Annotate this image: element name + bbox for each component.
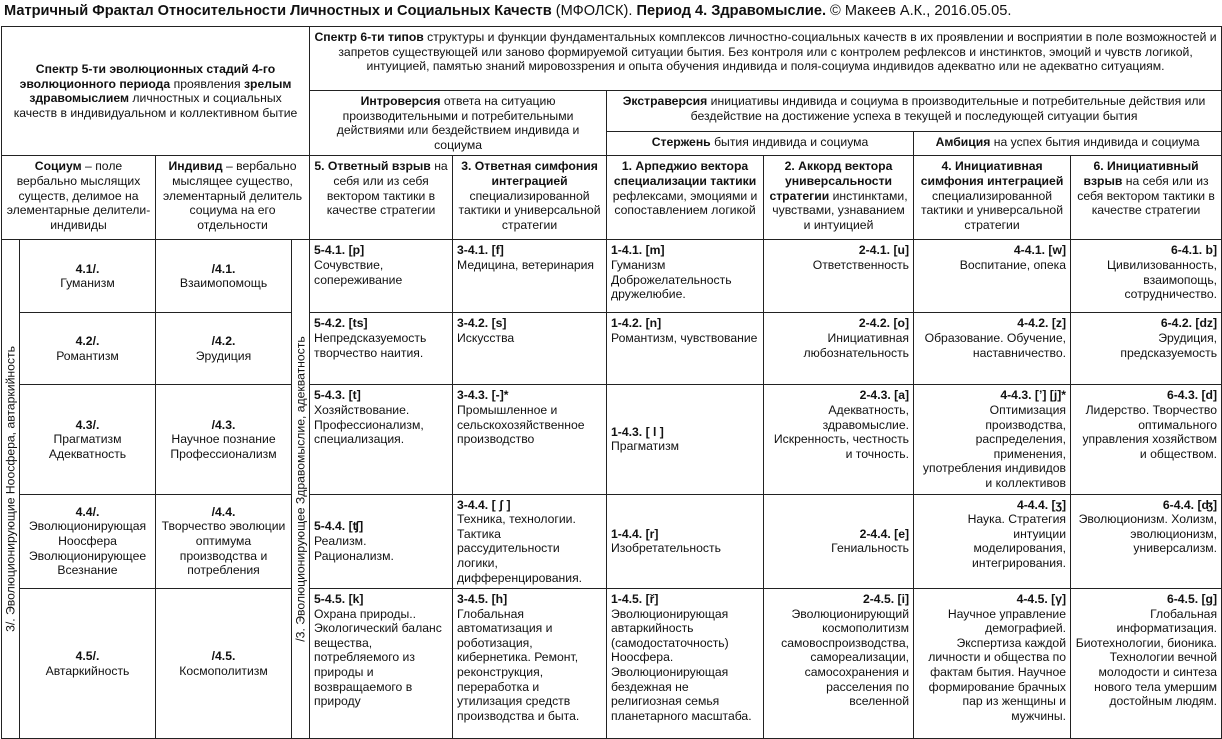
individ-cell: /4.3. Научное познание Профессионализм [156, 385, 292, 494]
table-row [2, 240, 1222, 313]
type4-cell: 4-4.4. [ʒ] Наука. Стратегия интуиции моделирования, интегрирования. [914, 494, 1071, 589]
type3-cell: 3-4.5. [h] Глобальная автоматизация и роботизация, кибернетика. Ремонт, реконструкция, переработка и утилизация средств производства и быта. [453, 589, 607, 739]
individ-cell: /4.1. Взаимопомощь [156, 240, 292, 313]
extraversion-header: Экстраверсия инициативы индивида и социума в производительные и потребительные действия или бездействие на достижение успеха в текущей и последующей ситуации бытия [607, 91, 1222, 132]
type6-header: 6. Инициативный взрыв на себя или из себя вектором тактики в качестве стратегии [1071, 156, 1222, 240]
spectrum6-header: Спектр 6-ти типов структуры и функции фундаментальных комплексов личностно-социальных качеств в их проявлении и восприятии в поле возможностей и запретов существующей или заново формируемой ситуации бытия. Без контроля или с контролем рефлексов и инстинктов, эмоций и чувств логикой, интуицией, памятью знаний мировоззрения и опыта обучения индивида и поля-социума индивидов адекватно или не адекватно ситуациям. [310, 27, 1222, 91]
socium-cell: 4.2/. Романтизм [20, 313, 156, 385]
side-label-left: 3/. Эволюционирующие Ноосфера, автаркийность [2, 240, 20, 739]
type6-cell: 6-4.3. [d] Лидерство. Творчество оптимального управления хозяйством и обществом. [1071, 385, 1222, 494]
type6-cell: 6-4.4. [ʤ] Эволюционизм. Холизм, эволюционизм, универсализм. [1071, 494, 1222, 589]
page-title [4, 0, 1220, 26]
type1-cell: 1-4.1. [m] Гуманизм Доброжелательность дружелюбие. [607, 240, 764, 313]
type5-cell: 5-4.2. [ts] Непредсказуемость творчество наития. [310, 313, 453, 385]
type2-cell: 2-4.5. [i] Эволюционирующий космополитизм самовоспроизводства, самореализации, самосохранения и расселения по вселенной [764, 589, 914, 739]
title-copyright: © Макеев А.К., 2016.05.05. [826, 3, 1012, 19]
title-main: Матричный Фрактал Относительности Личностных и Социальных Качеств [4, 3, 552, 19]
type5-cell: 5-4.4. [ʧ] Реализм. Рационализм. [310, 494, 453, 589]
type4-cell: 4-4.5. [γ] Научное управление демографией. Экспертиза каждой личности и общества по фактам бытия. Научное формирование брачных пар из женщины и мужчины. [914, 589, 1071, 739]
type2-header: 2. Аккорд вектора универсальности стратегии инстинктами, чувствами, узнаванием и интуицией [764, 156, 914, 240]
type3-cell: 3-4.2. [s] Искусства [453, 313, 607, 385]
type5-cell: 5-4.1. [p] Сочувствие, сопереживание [310, 240, 453, 313]
type2-cell: 2-4.2. [o] Инициативная любознательность [764, 313, 914, 385]
type3-header: 3. Ответная симфония интеграцией специализированной тактики и универсальной стратегии [453, 156, 607, 240]
side-label-right: /3. Эволюционирующее Здравомыслие, адекватность [292, 240, 310, 739]
type4-cell: 4-4.2. [z] Образование. Обучение, наставничество. [914, 313, 1071, 385]
individ-cell: /4.5. Космополитизм [156, 589, 292, 739]
fractal-matrix-table [1, 26, 1222, 739]
type5-cell: 5-4.3. [t] Хозяйствование. Профессионализм, специализация. [310, 385, 453, 494]
type3-cell: 3-4.1. [f] Медицина, ветеринария [453, 240, 607, 313]
type3-cell: 3-4.4. [ ʃ ] Техника, технологии. Тактика рассудительности логики, дифференцирования. [453, 494, 607, 589]
type3-cell: 3-4.3. [-]* Промышленное и сельскохозяйственное производство [453, 385, 607, 494]
socium-cell: 4.4/. Эволюционирующая Ноосфера Эволюционирующее Всезнание [20, 494, 156, 589]
table-row [2, 385, 1222, 494]
type6-cell: 6-4.2. [dz] Эрудиция, предсказуемость [1071, 313, 1222, 385]
spectrum5-header: Спектр 5-ти эволюционных стадий 4-го эволюционного периода проявления зрелым здравомыслием личностных и социальных качеств в индивидуальном и коллективном бытие [2, 27, 310, 156]
socium-column-header: Социум – поле вербально мыслящих существ, делимое на элементарные делители-индивиды [2, 156, 156, 240]
type1-cell: 1-4.3. [ l ] Прагматизм [607, 385, 764, 494]
table-row [2, 589, 1222, 739]
ambition-header: Амбиция на успех бытия индивида и социума [914, 131, 1222, 155]
table-row [2, 313, 1222, 385]
socium-cell: 4.3/. Прагматизм Адекватность [20, 385, 156, 494]
individ-cell: /4.4. Творчество эволюции оптимума производства и потребления [156, 494, 292, 589]
individ-cell: /4.2. Эрудиция [156, 313, 292, 385]
type5-header: 5. Ответный взрыв на себя или из себя вектором тактики в качестве стратегии [310, 156, 453, 240]
individ-column-header: Индивид – вербально мыслящее существо, элементарный делитель социума на его отдельности [156, 156, 310, 240]
socium-cell: 4.1/. Гуманизм [20, 240, 156, 313]
type1-cell: 1-4.2. [n] Романтизм, чувствование [607, 313, 764, 385]
type1-cell: 1-4.5. [ř] Эволюционирующая автаркийность (самодостаточность) Ноосфера. Эволюционирующая бездежная не религиозная семья планетарного масштаба. [607, 589, 764, 739]
type4-cell: 4-4.3. [ʼ] [j]* Оптимизация производства, распределения, применения, употребления индивидов и коллективов [914, 385, 1071, 494]
introversion-header: Интроверсия ответа на ситуацию производительными и потребительными действиями или бездействием индивида и социума [310, 91, 607, 156]
type6-cell: 6-4.1. b] Цивилизованность, взаимопощь, сотрудничество. [1071, 240, 1222, 313]
type2-cell: 2-4.1. [u] Ответственность [764, 240, 914, 313]
type4-header: 4. Инициативная симфония интеграцией специализированной тактики и универсальной стратегии [914, 156, 1071, 240]
type1-header: 1. Арпеджио вектора специализации тактики рефлексами, эмоциями и сопоставлением логикой [607, 156, 764, 240]
type2-cell: 2-4.4. [e] Гениальность [764, 494, 914, 589]
type5-cell: 5-4.5. [k] Охрана природы.. Экологический баланс веществa, потребляемого из природы и возвращаемого в природу [310, 589, 453, 739]
type6-cell: 6-4.5. [g] Глобальная информатизация. Биотехнологии, бионика. Технологии вечной молодости и синтеза нового тела умершим достойным людям. [1071, 589, 1222, 739]
socium-cell: 4.5/. Автаркийность [20, 589, 156, 739]
type4-cell: 4-4.1. [w] Воспитание, опека [914, 240, 1071, 313]
title-abbr: (МФОЛСК). [551, 3, 637, 19]
type2-cell: 2-4.3. [a] Адекватность, здравомыслие. Искренность, честность и точность. [764, 385, 914, 494]
core-header: Стержень бытия индивида и социума [607, 131, 914, 155]
title-period: Период 4. Здравомыслие. [636, 3, 826, 19]
table-row [2, 494, 1222, 589]
type1-cell: 1-4.4. [r] Изобретательность [607, 494, 764, 589]
